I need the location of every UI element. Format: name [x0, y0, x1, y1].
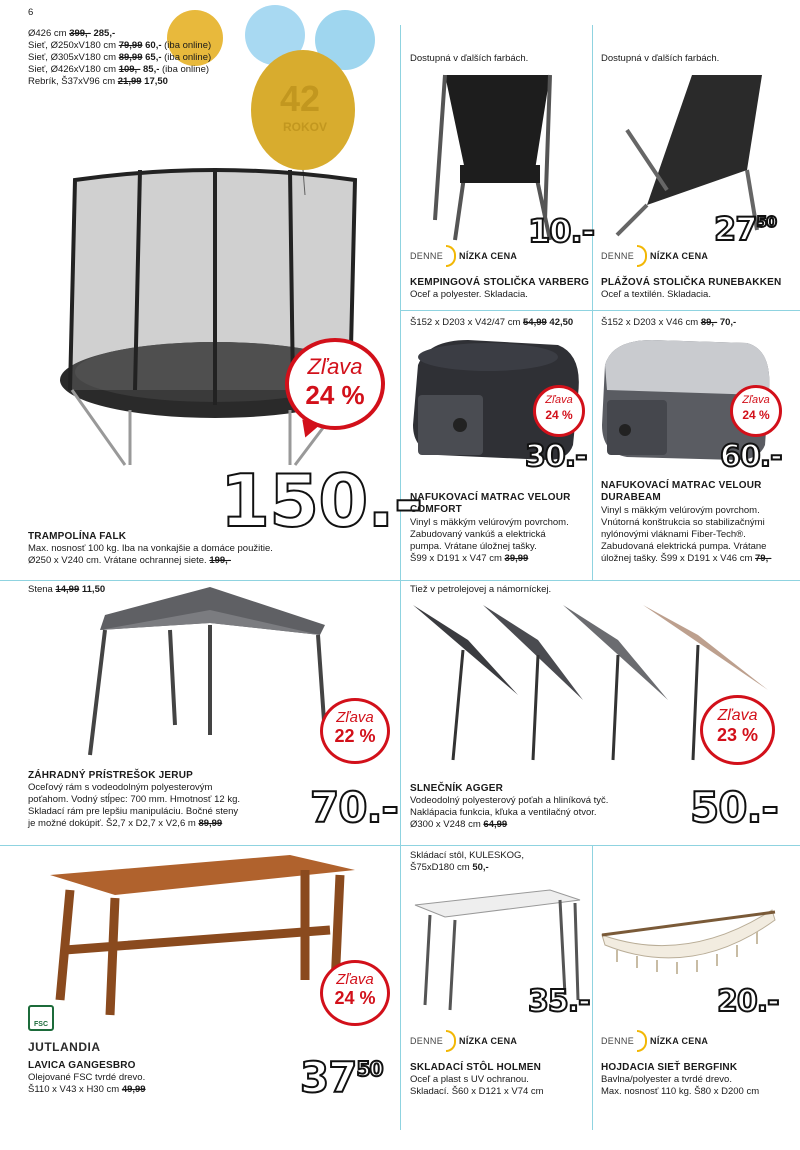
product-desc: Skladací. Š60 x D121 x V74 cm [410, 1086, 544, 1097]
discount-badge: Zľava 24 % [730, 385, 782, 437]
product-title: ZÁHRADNÝ PRÍSTREŠOK JERUP [28, 770, 194, 781]
product-gazebo[interactable] [0, 580, 400, 845]
discount-badge: Zľava 23 % [700, 695, 775, 765]
product-desc: poťahom. Vodný stĺpec: 700 mm. Hmotnosť 12 kg. [28, 794, 241, 805]
price-tag: $37^{50}$ [300, 1053, 383, 1102]
price-tag: 70.- [310, 783, 398, 832]
product-title: NAFUKOVACÍ MATRAC VELOUR [410, 492, 571, 503]
bench-image [40, 850, 360, 1020]
accessory-note: Stena 14,99 11,50 [28, 584, 106, 595]
product-desc: Ø300 x V248 cm 64,99 [410, 819, 508, 830]
price-tag: 50.- [690, 783, 778, 832]
note-line: Sieť, Ø250xV180 cm 79,99 60,- (iba online) [28, 40, 212, 51]
gazebo-image [70, 585, 340, 765]
price-tag: 35.- [528, 984, 590, 1019]
balloon-number: 42 [280, 78, 321, 119]
low-price-logo: DENNE NÍZKA CENA [601, 245, 708, 267]
product-title: LAVICA GANGESBRO [28, 1060, 136, 1071]
product-mattress-comfort[interactable] [400, 310, 592, 580]
discount-badge: Zľava 22 % [320, 698, 390, 764]
product-desc: Ø250 x V240 cm. Vrátane ochrannej siete. 199,- [28, 555, 231, 566]
page-number: 6 [28, 7, 34, 18]
product-camp-chair[interactable] [400, 25, 592, 310]
trampoline-notes [28, 28, 211, 88]
low-price-logo: DENNE NÍZKA CENA [410, 1030, 517, 1052]
note-line: Sieť, Ø426xV180 cm 109,- 85,- (iba online) [28, 64, 210, 75]
product-desc: Max. nosnosť 110 kg. Š80 x D200 cm [601, 1086, 760, 1097]
product-bench[interactable] [0, 845, 400, 1130]
product-title: SLNEČNÍK AGGER [410, 783, 503, 794]
product-desc: Zabudovaný vankúš a elektrická [410, 529, 546, 540]
product-title: KEMPINGOVÁ STOLIČKA VARBERG [410, 277, 590, 288]
product-desc: úložnej tašky. Š99 x D191 x V46 cm 79,- [601, 553, 772, 564]
price-tag: 60.- [720, 439, 782, 474]
discount-badge: Zľava 24 % [320, 960, 390, 1026]
product-title: NAFUKOVACÍ MATRAC VELOUR [601, 480, 762, 491]
balloon-text: ROKOV [283, 120, 328, 134]
price-tag: 150.- [220, 459, 423, 543]
product-desc: Vodeodolný polyesterový poťah a hliníková tyč. [410, 795, 609, 806]
product-desc: Oceľ a textilén. Skladacia. [601, 289, 711, 300]
product-desc: Skladací rám pre lepšiu manipuláciu. Bočné steny [28, 806, 239, 817]
product-title: TRAMPOLÍNA FALK [28, 531, 127, 542]
discount-badge: Zľava 24 % [285, 338, 385, 430]
note-line: Sieť, Ø305xV180 cm 89,99 65,- (iba online) [28, 52, 212, 63]
product-desc: Naklápacia funkcia, kľuka a ventilačný otvor. [410, 807, 597, 818]
color-note: Dostupná v ďalších farbách. [410, 53, 529, 64]
product-trampoline[interactable] [0, 20, 423, 580]
product-desc: Olejované FSC tvrdé drevo. [28, 1072, 146, 1083]
product-desc: Oceľ a polyester. Skladacia. [410, 289, 528, 300]
discount-badge: Zľava 24 % [533, 385, 585, 437]
product-hammock[interactable] [592, 845, 800, 1130]
product-umbrella[interactable] [400, 580, 800, 845]
product-desc: Vinyl s mäkkým velúrovým povrchom. [410, 517, 569, 528]
product-table[interactable] [400, 845, 592, 1130]
product-beach-chair[interactable] [592, 25, 800, 310]
price-tag: 10.- [528, 212, 594, 250]
product-mattress-durabeam[interactable] [592, 310, 800, 580]
note-line: Ø426 cm 399,- 285,- [28, 28, 116, 39]
product-desc: Max. nosnosť 100 kg. Iba na vonkajšie a domáce použitie. [28, 543, 273, 554]
note-line: Rebrík, Š37xV96 cm 21,99 17,50 [28, 76, 168, 87]
product-desc: Š99 x D191 x V47 cm 39,99 [410, 553, 529, 564]
price-tag: 20.- [717, 984, 779, 1019]
product-desc: Vinyl s mäkkým velúrovým povrchom. [601, 505, 760, 516]
product-desc: Zabudovaná elektrická pumpa. Vrátane [601, 541, 767, 552]
product-title: HOJDACIA SIEŤ BERGFINK [601, 1062, 738, 1073]
fsc-logo: FSC [28, 1005, 54, 1031]
product-desc: nylónovými vláknami Fiber-Tech®. [601, 529, 746, 540]
low-price-logo: DENNE NÍZKA CENA [410, 245, 517, 267]
price-tag: $27^{50}$ [714, 210, 776, 248]
product-title: PLÁŽOVÁ STOLIČKA RUNEBAKKEN [601, 277, 782, 288]
size-note: Š152 x D203 x V46 cm 89,- 70,- [601, 317, 737, 328]
related-note: Š75xD180 cm 50,- [410, 862, 489, 873]
color-note: Tiež v petrolejovej a námorníckej. [410, 584, 552, 595]
brand-logo: JUTLANDIA [28, 1040, 101, 1054]
color-note: Dostupná v ďalších farbách. [601, 53, 720, 64]
price-tag: 30.- [525, 439, 587, 474]
product-desc: pumpa. Vrátane úložnej tašky. [410, 541, 537, 552]
product-title: DURABEAM [601, 492, 661, 503]
product-desc: je možné dokúpiť. Š2,7 x D2,7 x V2,6 m 89,99 [28, 818, 223, 829]
product-desc: Oceľový rám s vodeodolným polyesterovým [28, 782, 213, 793]
product-desc: Vnútorná konštrukcia so stabilizačnými [601, 517, 765, 528]
product-title: SKLADACÍ STÔL HOLMEN [410, 1062, 542, 1073]
product-desc: Š110 x V43 x H30 cm 49,99 [28, 1084, 146, 1095]
product-title: COMFORT [410, 504, 462, 515]
product-desc: Bavlna/polyester a tvrdé drevo. [601, 1074, 732, 1085]
size-note: Š152 x D203 x V42/47 cm 54,99 42,50 [410, 317, 574, 328]
low-price-logo: DENNE NÍZKA CENA [601, 1030, 708, 1052]
product-desc: Oceľ a plast s UV ochranou. [410, 1074, 529, 1085]
related-note: Skládací stôl, KULESKOG, [410, 850, 525, 861]
